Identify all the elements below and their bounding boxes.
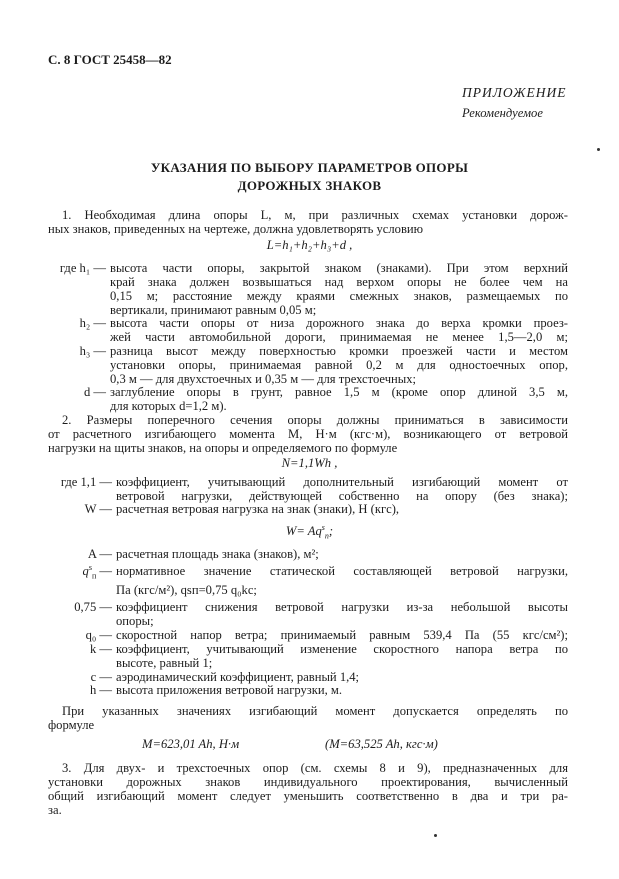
definition-line: высоте, равный 1;	[116, 656, 213, 670]
definition-line: высота части опоры, закрытой знаком (знаками). При этом верхний	[110, 261, 568, 275]
appendix-status: Рекомендуемое	[462, 106, 543, 120]
paragraph-1-line: 1. Необходимая длина опоры L, м, при различных схемах установки дорож-	[62, 208, 568, 222]
definition-line: расчетная ветровая нагрузка на знак (знаки), Н (кгс),	[116, 502, 400, 516]
definition-line: вертикали, принимают равным 0,05 м;	[110, 303, 317, 317]
definition-line: край знака должен возвышаться над верхом опоры не более чем на	[110, 275, 568, 289]
formula-lhs: W= Aq	[285, 524, 322, 538]
definition-line: заглубление опоры в грунт, равное 1,5 м (кроме опор длиной 3,5 м,	[110, 385, 568, 399]
formula-length: L=h₁+h₂+h₃+d ,	[266, 238, 353, 252]
paragraph-2-line: нагрузки на щиты знаков, на опоры и определяемого по формуле	[48, 441, 398, 455]
paragraph-3-line: 3. Для двух- и трехстоечных опор (см. схемы 8 и 9), предназначенных для	[62, 761, 568, 775]
formula-end: ;	[328, 524, 334, 538]
definition-line: жей части автомобильной дороги, принимаемая не менее 1,5—2,0 м;	[110, 330, 568, 344]
formula-sub: п	[324, 531, 329, 541]
formula-simplified-kgs: (M=63,525 Ah, кгс·м)	[325, 737, 438, 751]
section-title-line1: УКАЗАНИЯ ПО ВЫБОРУ ПАРАМЕТРОВ ОПОРЫ	[150, 160, 469, 175]
definition-line: скоростной напор ветра; принимаемый равным 539,4 Па (55 кгс/см²);	[116, 628, 568, 642]
definition-line: установки опоры, принимаемая равной 0,2 м для одностоечных опор,	[110, 358, 568, 372]
definition-line: коэффициент снижения ветровой нагрузки из-за небольшой высоты	[116, 600, 568, 614]
paragraph-2-line: 2. Размеры поперечного сечения опоры должны приниматься в зависимости	[62, 413, 568, 427]
definition-line: Па (кгс/м²), qsп=0,75 q₀kc;	[116, 583, 257, 597]
definition-line: коэффициент, учитывающий дополнительный изгибающий момент от	[116, 475, 568, 489]
definition-line: нормативное значение статической составляющей ветровой нагрузки,	[116, 564, 568, 578]
formula-moment: N=1,1Wh ,	[281, 456, 338, 470]
note-line: формуле	[48, 718, 95, 732]
paragraph-2-line: от расчетного изгибающего момента M, Н·м (кгс·м), возникающего от ветровой	[48, 427, 568, 441]
definition-line: коэффициент, учитывающий изменение скоростного напора ветра по	[116, 642, 568, 656]
definition-term: c —	[90, 670, 112, 684]
scan-speck	[597, 148, 600, 151]
definition-term: 0,75 —	[74, 600, 112, 614]
definition-line: расчетная площадь знака (знаков), м²;	[116, 547, 319, 561]
definition-term: d —	[83, 385, 106, 399]
definition-term: где h₁ —	[59, 261, 106, 275]
definition-term: k —	[89, 642, 112, 656]
definition-term: W —	[84, 502, 112, 516]
definition-term: где 1,1 —	[60, 475, 112, 489]
scan-speck	[434, 834, 437, 837]
paragraph-1-line: ных знаков, приведенных на чертеже, должна удовлетворять условию	[48, 222, 424, 236]
definition-line: ветровой нагрузки, действующей собственно на опору (без знака);	[116, 489, 568, 503]
definition-line: аэродинамический коэффициент, равный 1,4;	[116, 670, 360, 684]
definition-line: для которых d=1,2 м).	[110, 399, 227, 413]
definition-term: h —	[89, 683, 112, 697]
definition-line: опоры;	[116, 614, 154, 628]
definition-line: высота части опоры от низа дорожного знака до верха кромки проез-	[110, 316, 568, 330]
definition-term: q₀ —	[85, 628, 112, 642]
page-header: С. 8 ГОСТ 25458—82	[48, 52, 172, 67]
section-title-line2: ДОРОЖНЫХ ЗНАКОВ	[237, 178, 382, 193]
definition-term: h₂ —	[79, 316, 106, 330]
definition-line: 0,15 м; расстояние между краями смежных знаков, размещаемых по	[110, 289, 568, 303]
definition-line: высота приложения ветровой нагрузки, м.	[116, 683, 343, 697]
paragraph-3-line: общий изгибающий момент следует уменьшить соответственно в два и три ра-	[48, 789, 568, 803]
paragraph-3-line: установки дорожных знаков индивидуального проектирования, вычисленный	[48, 775, 568, 789]
definition-term: A —	[87, 547, 112, 561]
note-line: При указанных значениях изгибающий момент допускается определять по	[62, 704, 568, 718]
paragraph-3-line: за.	[48, 803, 62, 817]
formula-wind-load	[0, 522, 619, 541]
definition-line: разница высот между поверхностью кромки проезжей части и местом	[110, 344, 568, 358]
definition-term: $q^s_п$ —	[82, 562, 112, 581]
definition-term: h₃ —	[79, 344, 106, 358]
formula-sup: s	[321, 522, 325, 532]
appendix-title: ПРИЛОЖЕНИЕ	[462, 85, 567, 100]
formula-simplified-si: M=623,01 Ah, Н·м	[142, 737, 240, 751]
definition-line: 0,3 м — для двухстоечных и 0,35 м — для трехстоечных;	[110, 372, 417, 386]
